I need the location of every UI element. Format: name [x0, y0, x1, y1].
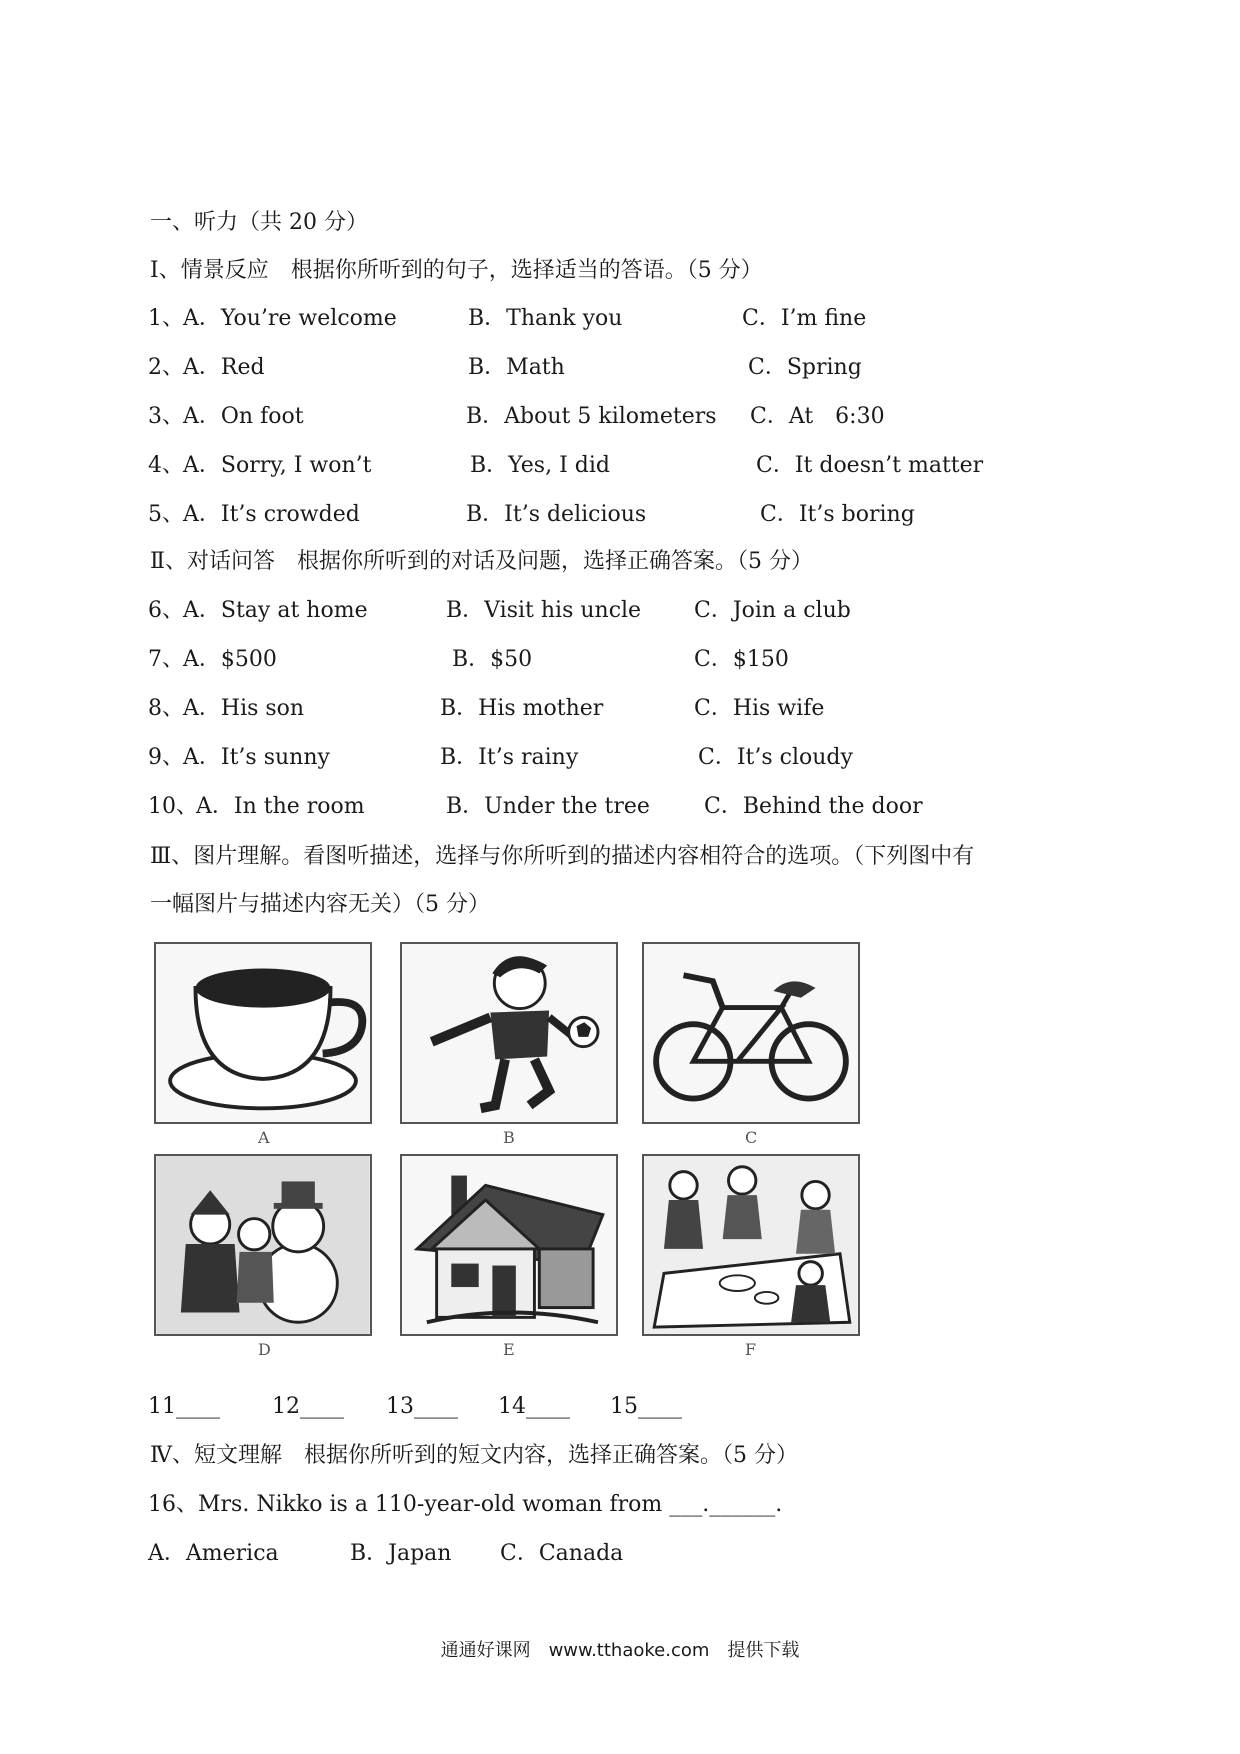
question-number: 10、	[148, 794, 198, 819]
answer-blank[interactable]: 15____	[610, 1394, 682, 1419]
option-c: C．Behind the door	[704, 794, 923, 819]
option-b: B．Japan	[350, 1541, 452, 1566]
coffee-cup-icon	[156, 944, 370, 1122]
picture-label: E	[503, 1340, 515, 1359]
option-a: A．$500	[183, 647, 277, 672]
option-a: A．On foot	[183, 404, 304, 429]
question-number: 6、	[148, 598, 184, 623]
picture-f	[642, 1154, 860, 1336]
answer-blank[interactable]: 12____	[272, 1394, 344, 1419]
option-b: B．It’s rainy	[440, 745, 579, 770]
option-b: B．Under the tree	[446, 794, 650, 819]
picture-b	[400, 942, 618, 1124]
section-title: 一、听力（共 20 分）	[150, 210, 368, 235]
question-number: 9、	[148, 745, 184, 770]
option-a: A．It’s sunny	[183, 745, 330, 770]
option-b: B．$50	[452, 647, 533, 672]
option-a: A．America	[148, 1541, 279, 1566]
part2-heading: Ⅱ、对话问答 根据你所听到的对话及问题，选择正确答案。（5 分）	[150, 549, 813, 574]
question-number: 1、	[148, 306, 184, 331]
answer-blank[interactable]: 11____	[148, 1394, 220, 1419]
picture-label: C	[745, 1128, 758, 1147]
bicycle-icon	[644, 944, 858, 1122]
picture-label: D	[258, 1340, 271, 1359]
option-c: C．It’s boring	[760, 502, 915, 527]
snowman-icon	[156, 1156, 370, 1334]
answer-blank[interactable]: 14____	[498, 1394, 570, 1419]
picture-a	[154, 942, 372, 1124]
question-number: 8、	[148, 696, 184, 721]
option-c: C．Join a club	[694, 598, 851, 623]
picnic-icon	[644, 1156, 858, 1334]
option-c: C．$150	[694, 647, 789, 672]
option-a: A．Stay at home	[183, 598, 368, 623]
part4-heading: Ⅳ、短文理解 根据你所听到的短文内容，选择正确答案。（5 分）	[150, 1443, 798, 1468]
option-b: B．It’s delicious	[466, 502, 647, 527]
question-number: 4、	[148, 453, 184, 478]
option-b: B．About 5 kilometers	[466, 404, 717, 429]
option-c: C．It doesn’t matter	[756, 453, 984, 478]
option-a: A．You’re welcome	[183, 306, 397, 331]
option-b: B．Math	[468, 355, 565, 380]
option-a: A．Red	[183, 355, 265, 380]
picture-label: F	[745, 1340, 757, 1359]
answer-blank[interactable]: 13____	[386, 1394, 458, 1419]
picture-d	[154, 1154, 372, 1336]
option-a: A．Sorry, I won’t	[183, 453, 372, 478]
picture-label: A	[258, 1128, 270, 1147]
option-b: B．Yes, I did	[470, 453, 610, 478]
part3-heading-line2: 一幅图片与描述内容无关）（5 分）	[150, 892, 490, 917]
part1-heading: Ⅰ、情景反应 根据你所听到的句子，选择适当的答语。（5 分）	[150, 258, 763, 283]
house-icon	[402, 1156, 616, 1334]
option-c: C．At 6:30	[750, 404, 885, 429]
question-number: 3、	[148, 404, 184, 429]
option-a: A．In the room	[196, 794, 365, 819]
footer-credit: 通通好课网 www.tthaoke.com 提供下载	[440, 1640, 800, 1661]
boy-soccer-icon	[402, 944, 616, 1122]
option-c: C．I’m fine	[742, 306, 867, 331]
option-c: C．Canada	[500, 1541, 624, 1566]
option-b: B．His mother	[440, 696, 604, 721]
option-b: B．Visit his uncle	[446, 598, 642, 623]
option-a: A．It’s crowded	[183, 502, 360, 527]
option-a: A．His son	[183, 696, 305, 721]
option-b: B．Thank you	[468, 306, 623, 331]
question-number: 5、	[148, 502, 184, 527]
option-c: C．Spring	[748, 355, 862, 380]
picture-label: B	[503, 1128, 515, 1147]
question-16: 16、Mrs. Nikko is a 110-year-old woman from ___.______.	[148, 1492, 783, 1517]
part3-heading-line1: Ⅲ、图片理解。看图听描述，选择与你所听到的描述内容相符合的选项。（下列图中有	[150, 844, 975, 869]
picture-e	[400, 1154, 618, 1336]
option-c: C．His wife	[694, 696, 825, 721]
option-c: C．It’s cloudy	[698, 745, 853, 770]
question-number: 2、	[148, 355, 184, 380]
question-number: 7、	[148, 647, 184, 672]
picture-c	[642, 942, 860, 1124]
